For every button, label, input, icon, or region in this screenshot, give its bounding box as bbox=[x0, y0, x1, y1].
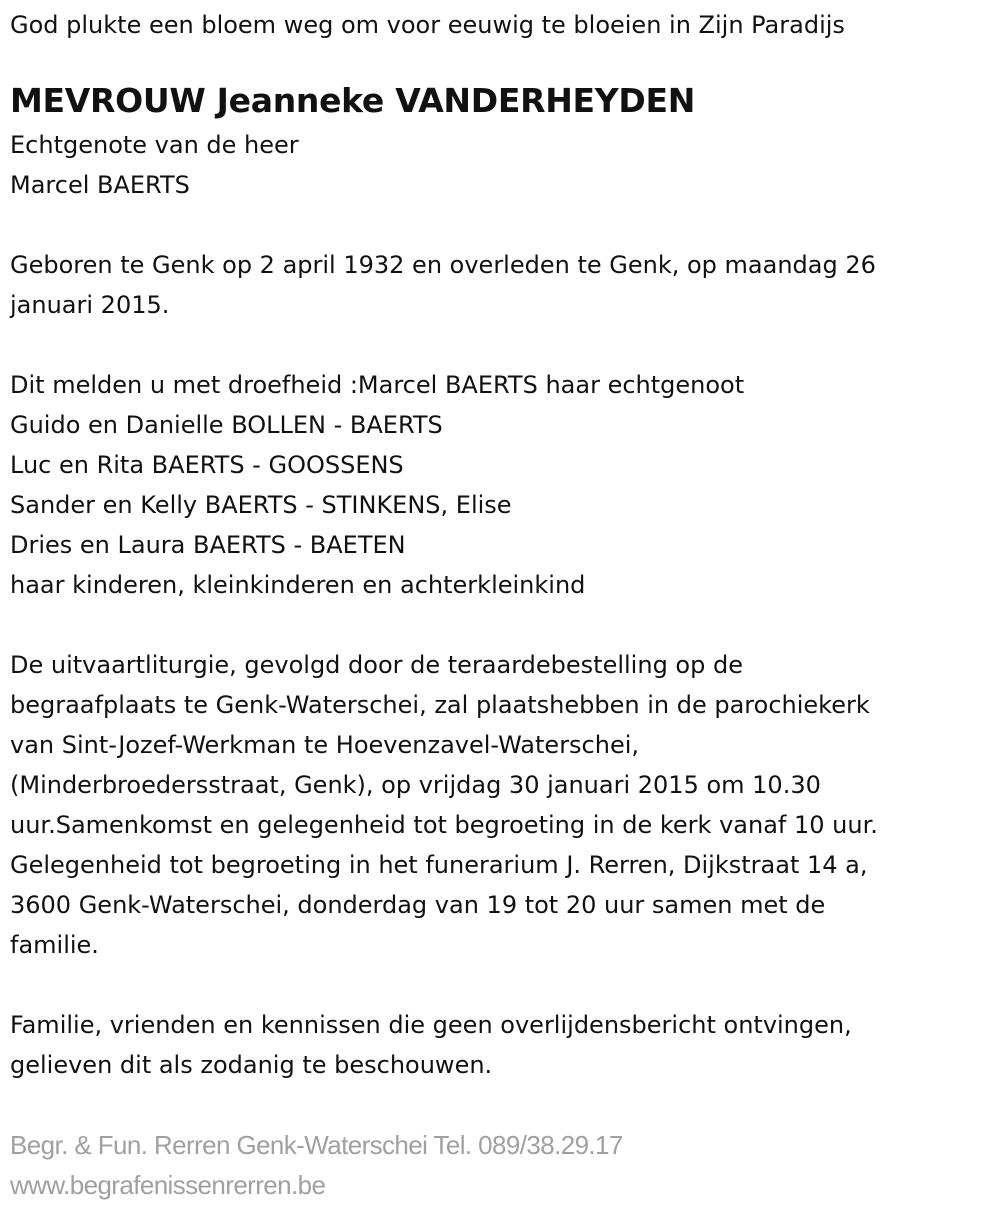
funeral-line: uur.Samenkomst en gelegenheid tot begroeting in de kerk vanaf 10 uur. bbox=[10, 811, 878, 839]
notice-line: gelieven dit als zodanig te beschouwen. bbox=[10, 1051, 493, 1079]
birth-death-line: januari 2015. bbox=[10, 291, 170, 319]
family-line: Guido en Danielle BOLLEN - BAERTS bbox=[10, 411, 443, 439]
notice-line: Familie, vrienden en kennissen die geen overlijdensbericht ontvingen, bbox=[10, 1011, 852, 1039]
funeral-line: begraafplaats te Genk-Waterschei, zal plaatshebben in de parochiekerk bbox=[10, 691, 870, 719]
funeral-home-contact: Begr. & Fun. Rerren Genk-Waterschei Tel. 089/38.29.17 bbox=[10, 1130, 623, 1160]
family-line: Sander en Kelly BAERTS - STINKENS, Elise bbox=[10, 491, 512, 519]
funeral-line: De uitvaartliturgie, gevolgd door de teraardebestelling op de bbox=[10, 651, 743, 679]
funeral-line: familie. bbox=[10, 931, 99, 959]
funeral-line: Gelegenheid tot begroeting in het funerarium J. Rerren, Dijkstraat 14 a, bbox=[10, 851, 868, 879]
notice-block bbox=[10, 1005, 1000, 1085]
spouse-line: Marcel BAERTS bbox=[10, 171, 190, 199]
family-line: haar kinderen, kleinkinderen en achterkleinkind bbox=[10, 571, 586, 599]
funeral-line: van Sint-Jozef-Werkman te Hoevenzavel-Waterschei, bbox=[10, 731, 640, 759]
spouse-block bbox=[10, 125, 1000, 205]
funeral-line: (Minderbroedersstraat, Genk), op vrijdag 30 januari 2015 om 10.30 bbox=[10, 771, 821, 799]
epigraph: God plukte een bloem weg om voor eeuwig te bloeien in Zijn Paradijs bbox=[10, 11, 845, 39]
obituary-document bbox=[10, 5, 1000, 1205]
deceased-name: MEVROUW Jeanneke VANDERHEYDEN bbox=[10, 81, 696, 120]
family-block bbox=[10, 365, 1000, 605]
funeral-line: 3600 Genk-Waterschei, donderdag van 19 tot 20 uur samen met de bbox=[10, 891, 826, 919]
family-line: Dries en Laura BAERTS - BAETEN bbox=[10, 531, 406, 559]
family-line: Luc en Rita BAERTS - GOOSSENS bbox=[10, 451, 404, 479]
birth-death-block bbox=[10, 245, 1000, 325]
footer bbox=[10, 1125, 1000, 1205]
birth-death-line: Geboren te Genk op 2 april 1932 en overleden te Genk, op maandag 26 bbox=[10, 251, 876, 279]
funeral-block bbox=[10, 645, 1000, 965]
family-line: Dit melden u met droefheid :Marcel BAERTS haar echtgenoot bbox=[10, 371, 745, 399]
spouse-line: Echtgenote van de heer bbox=[10, 131, 299, 159]
website-link[interactable]: www.begrafenissenrerren.be bbox=[10, 1170, 326, 1200]
